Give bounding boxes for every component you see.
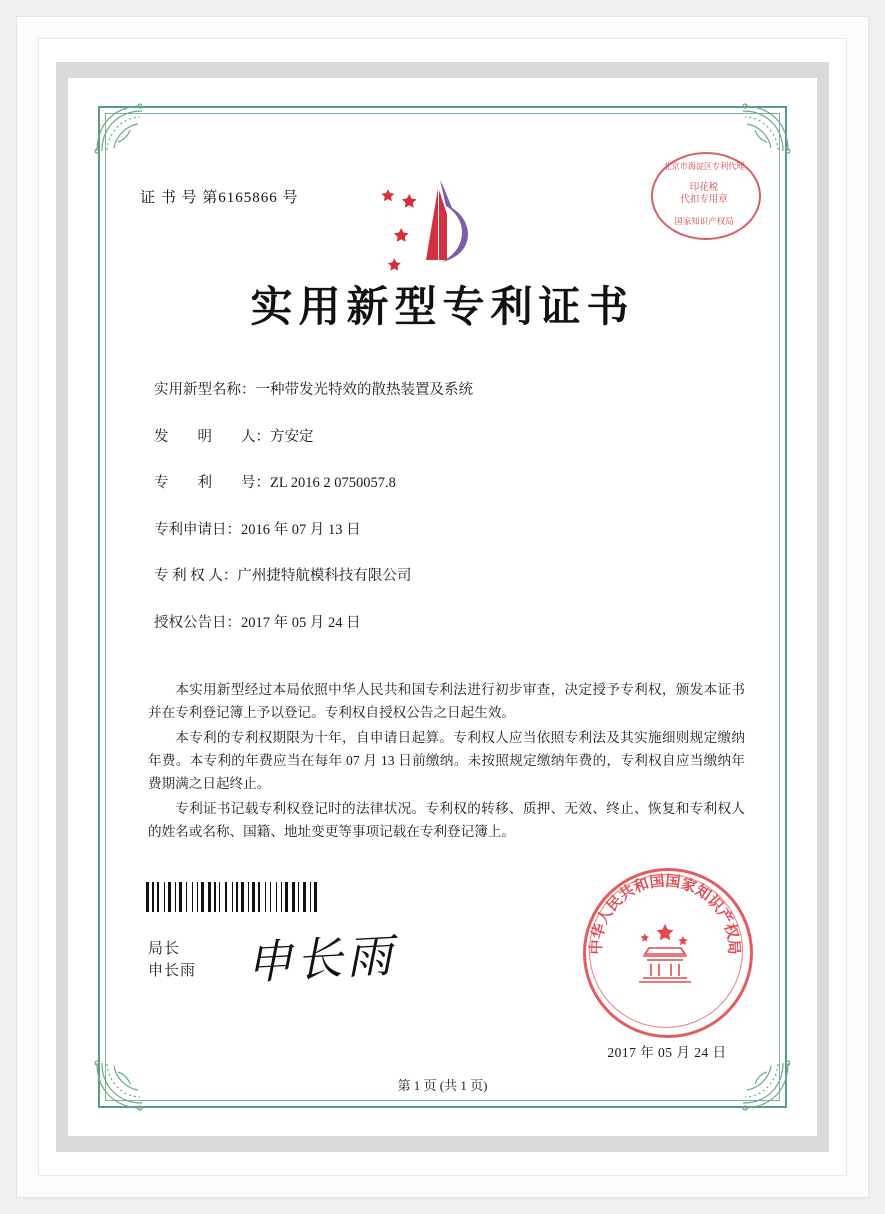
field-label: 专利申请日： — [154, 521, 241, 538]
official-seal — [583, 868, 751, 1036]
field-row-invention-name — [154, 378, 757, 399]
field-row-application-date — [154, 518, 757, 539]
barcode — [146, 882, 346, 912]
field-row-patent-number — [154, 471, 757, 492]
page-footer: 第 1 页 (共 1 页) — [397, 1078, 488, 1093]
paragraph-3: 专利证书记载专利权登记时的法律状况。专利权的转移、质押、无效、终止、恢复和专利权人的姓名或名称、国籍、地址变更等事项记载在专利登记簿上。 — [148, 801, 745, 839]
field-value: 广州捷特航模科技有限公司 — [237, 568, 412, 584]
field-row-inventor — [154, 425, 757, 446]
tax-stamp-bottom-text: 国家知识产权局 — [674, 216, 734, 226]
tax-stamp — [651, 152, 759, 238]
field-list — [154, 378, 757, 657]
svg-text:中华人民共和国国家知识产权局: 中华人民共和国国家知识产权局 — [588, 873, 742, 955]
field-row-grant-date — [154, 611, 757, 632]
handwritten-signature: 申长雨 — [244, 930, 398, 989]
certificate-content — [68, 78, 817, 1136]
director-name: 申长雨 — [148, 963, 197, 979]
field-value: 一种带发光特效的散热装置及系统 — [255, 382, 473, 398]
field-label: 专 利 权 人： — [154, 568, 238, 584]
certificate-number: 证 书 号 第6165866 号 — [140, 190, 299, 206]
tax-stamp-middle-text: 印花税 代扣专用章 — [680, 183, 728, 205]
field-label: 授权公告日： — [154, 614, 241, 631]
field-label: 发 明 人： — [154, 428, 270, 445]
sipo-logo-icon — [378, 174, 508, 274]
paragraph-1: 本实用新型经过本局依照中华人民共和国专利法进行初步审查，决定授予专利权，颁发本证书并在专利登记簿上予以登记。专利权自授权公告之日起生效。 — [148, 682, 745, 720]
seal-date: 2017 年 05 月 24 日 — [607, 1045, 727, 1060]
tax-stamp-top-text: 北京市海淀区专利代理 — [663, 161, 745, 171]
field-label: 实用新型名称： — [154, 382, 256, 398]
field-label: 专 利 号： — [154, 475, 270, 491]
director-label: 局长 — [148, 941, 181, 957]
field-value: 方安定 — [270, 428, 314, 445]
field-value: 2016 年 07 月 13 日 — [241, 521, 361, 538]
paragraph-2: 本专利的专利权期限为十年，自申请日起算。专利权人应当依照专利法及其实施细则规定缴纳年费。本专利的年费应当在每年 07 月 13 日前缴纳。未按照规定缴纳年费的，专利权自应当缴纳年费期满之日起终止。 — [148, 730, 745, 791]
national-emblem-icon — [627, 914, 703, 990]
field-value: ZL 2016 2 0750057.8 — [270, 475, 396, 491]
field-row-patentee — [154, 564, 757, 585]
page-title: 实用新型专利证书 — [250, 285, 635, 331]
certificate-paper — [68, 78, 817, 1136]
legal-text — [148, 678, 745, 845]
signature-block — [148, 938, 196, 982]
field-value: 2017 年 05 月 24 日 — [241, 614, 361, 631]
